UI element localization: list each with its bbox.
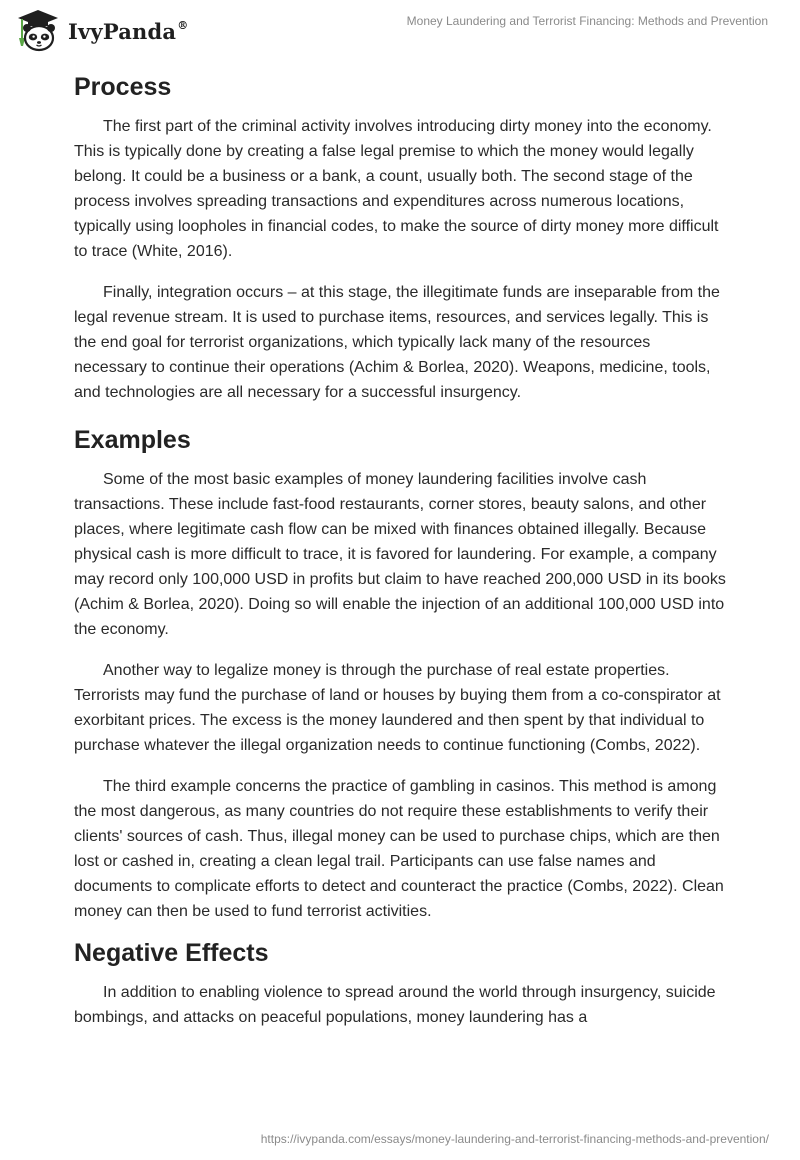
document-title: Money Laundering and Terrorist Financing: Methods and Prevention [406,14,768,28]
brand-logo[interactable] [14,8,188,52]
section-heading: Examples [74,426,191,454]
section-heading: Negative Effects [74,939,269,967]
section-negative-effects [74,934,726,1030]
paragraph: Another way to legalize money is through the purchase of real estate properties. Terrorists may fund the purchase of land or houses by buying them from a co-conspirator at exorbitant prices. The excess is the money laundered and then spent by that individual to purchase whatever the illegal organization needs to continue functioning (Combs, 2022). [74,662,721,754]
paragraph: The third example concerns the practice of gambling in casinos. This method is among the most dangerous, as many countries do not require these establishments to verify their clients' sources of cash. Thus, illegal money can be used to purchase chips, which are then lost or cashed in, creating a clean legal trail. Participants can use false names and documents to complicate efforts to detect and counteract the practice (Combs, 2022). Clean money can then be used to fund terrorist activities. [74,778,724,920]
source-url[interactable]: https://ivypanda.com/essays/money-laundering-and-terrorist-financing-methods-and-prevention/ [260,1132,769,1146]
registered-mark: ® [177,18,189,32]
section-process [74,68,726,405]
paragraph: The first part of the criminal activity involves introducing dirty money into the economy. This is typically done by creating a false legal premise to which the money would legally belong. It could be a business or a bank, a count, usually both. The second stage of the process involves spreading transactions and expenditures across numerous locations, typically using loopholes in financial codes, to make the source of dirty money more difficult to trace (White, 2016). [74,118,719,260]
section-examples [74,421,726,924]
document-body [74,68,726,1046]
section-heading: Process [74,73,172,101]
page-header [0,0,800,60]
paragraph: Finally, integration occurs – at this stage, the illegitimate funds are inseparable from the legal revenue stream. It is used to purchase items, resources, and services legally. This is the end goal for terrorist organizations, which typically lack many of the resources necessary to continue their operations (Achim & Borlea, 2020). Weapons, medicine, tools, and technologies are all necessary for a successful insurgency. [74,284,720,401]
paragraph: Some of the most basic examples of money laundering facilities involve cash transactions. These include fast-food restaurants, corner stores, beauty salons, and other places, where legitimate cash flow can be mixed with finances obtained illegally. Because physical cash is more difficult to trace, it is favored for laundering. For example, a company may record only 100,000 USD in profits but claim to have reached 200,000 USD in its books (Achim & Borlea, 2020). Doing so will enable the injection of an additional 100,000 USD into the economy. [74,471,726,638]
panda-logo-icon [14,8,62,52]
paragraph: In addition to enabling violence to spread around the world through insurgency, suicide bombings, and attacks on peaceful populations, money laundering has a [74,984,716,1026]
brand-name: IvyPanda® [68,18,189,44]
